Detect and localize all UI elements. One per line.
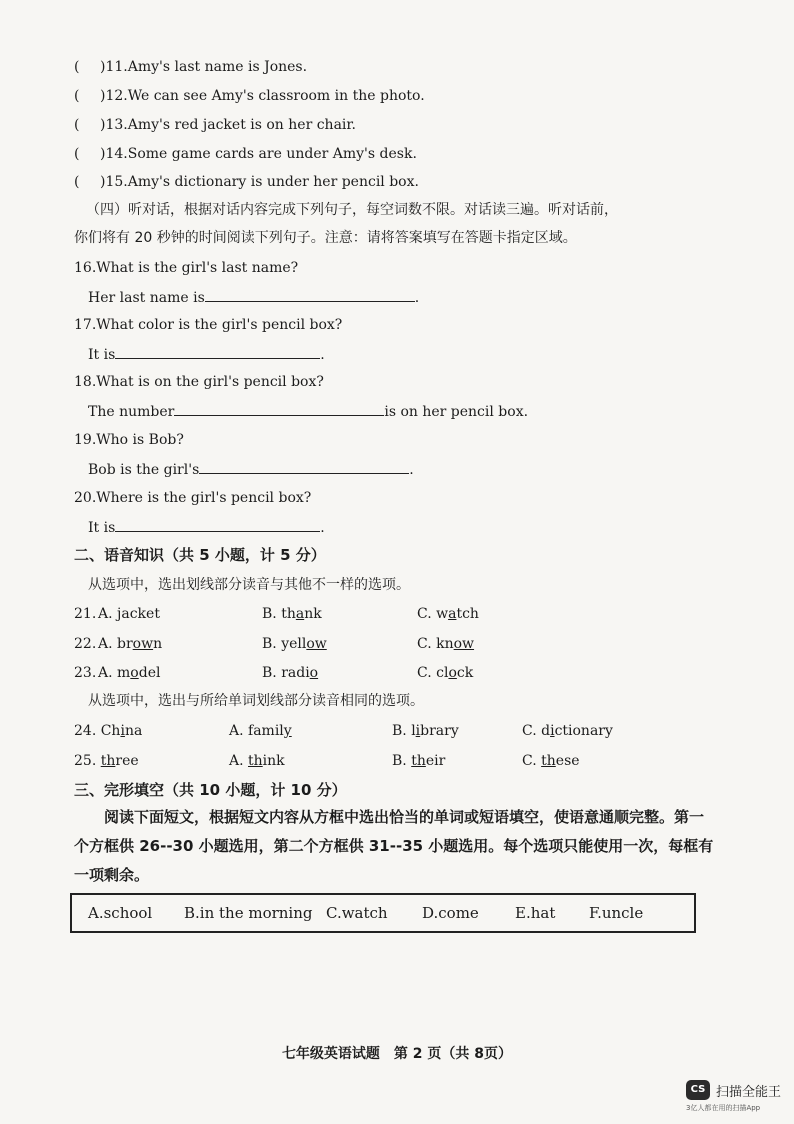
camscanner-logo-icon: CS <box>686 1080 710 1100</box>
phonics-number-21: 21. <box>74 606 97 622</box>
phonics-21-option-a[interactable]: A. jacket <box>98 606 160 622</box>
question-20: 20.Where is the girl's pencil box? <box>74 490 312 506</box>
answer-line-17: It is . <box>88 344 325 365</box>
answer-line-20: It is . <box>88 517 325 538</box>
word-bank-box <box>70 893 696 933</box>
tf-item-15: ( )15.Amy's dictionary is under her pencil box. <box>74 174 419 190</box>
answer-blank-20[interactable] <box>115 517 320 532</box>
phonics-25-option-c[interactable]: C. these <box>522 753 580 769</box>
word-bank-option-e[interactable]: E.hat <box>515 904 556 922</box>
phonics-number-22: 22. <box>74 636 97 652</box>
word-bank-option-d[interactable]: D.come <box>422 904 479 922</box>
section4-instruction-line2: 你们将有 20 秒钟的时间阅读下列句子。注意：请将答案填写在答题卡指定区域。 <box>74 230 577 246</box>
part3-instructions: 阅读下面短文，根据短文内容从方框中选出恰当的单词或短语填空，使语意通顺完整。第一个方框供 26--30 小题选用，第二个方框供 31--35 小题选用。每个选项只能使用一次，每框有一项剩余。 <box>74 808 714 884</box>
phonics-22-option-c[interactable]: C. know <box>417 636 475 652</box>
part2-heading: 二、语音知识（共 5 小题，计 5 分） <box>74 546 326 564</box>
question-16: 16.What is the girl's last name? <box>74 260 299 276</box>
scanner-tagline: 3亿人都在用的扫描App <box>686 1104 761 1112</box>
word-bank-option-f[interactable]: F.uncle <box>589 904 644 922</box>
phonics-25-option-a[interactable]: A. think <box>229 753 285 769</box>
tf-item-12: ( )12.We can see Amy's classroom in the photo. <box>74 88 425 104</box>
answer-line-19: Bob is the girl's . <box>88 459 414 480</box>
answer-blank-19[interactable] <box>199 459 409 474</box>
word-bank-option-c[interactable]: C.watch <box>326 904 388 922</box>
phonics-22-option-b[interactable]: B. yellow <box>262 636 327 652</box>
phonics-25-option-b[interactable]: B. their <box>392 753 446 769</box>
phonics-25-word: 25. three <box>74 753 139 769</box>
word-bank-option-b[interactable]: B.in the morning <box>184 904 313 922</box>
part2-instruction-2: 从选项中，选出与所给单词划线部分读音相同的选项。 <box>88 693 424 709</box>
phonics-24-word: 24. China <box>74 723 143 739</box>
question-19: 19.Who is Bob? <box>74 432 184 448</box>
phonics-21-option-c[interactable]: C. watch <box>417 606 479 622</box>
tf-item-14: ( )14.Some game cards are under Amy's desk. <box>74 146 417 162</box>
tf-item-13: ( )13.Amy's red jacket is on her chair. <box>74 117 357 133</box>
scanner-app-name: 扫描全能王 <box>716 1085 782 1100</box>
answer-line-18: The number is on her pencil box. <box>88 401 528 422</box>
word-bank-option-a[interactable]: A.school <box>88 904 153 922</box>
phonics-23-option-b[interactable]: B. radio <box>262 665 319 681</box>
question-18: 18.What is on the girl's pencil box? <box>74 374 324 390</box>
scanner-watermark <box>686 1080 786 1114</box>
part2-instruction-1: 从选项中，选出划线部分读音与其他不一样的选项。 <box>88 577 410 593</box>
answer-blank-18[interactable] <box>174 401 384 416</box>
phonics-22-option-a[interactable]: A. brown <box>98 636 163 652</box>
page-footer: 七年级英语试题 第 2 页（共 8页） <box>281 1046 513 1062</box>
phonics-24-option-c[interactable]: C. dictionary <box>522 723 613 739</box>
phonics-21-option-b[interactable]: B. thank <box>262 606 322 622</box>
section4-instruction-line1: （四）听对话，根据对话内容完成下列句子，每空词数不限。对话读三遍。听对话前， <box>86 202 618 218</box>
answer-line-16: Her last name is . <box>88 287 419 308</box>
phonics-23-option-c[interactable]: C. clock <box>417 665 474 681</box>
tf-item-11: ( )11.Amy's last name is Jones. <box>74 59 308 75</box>
phonics-24-option-b[interactable]: B. library <box>392 723 459 739</box>
answer-blank-16[interactable] <box>205 287 415 302</box>
part3-heading: 三、完形填空（共 10 小题，计 10 分） <box>74 781 347 799</box>
question-17: 17.What color is the girl's pencil box? <box>74 317 343 333</box>
phonics-23-option-a[interactable]: A. model <box>98 665 161 681</box>
answer-blank-17[interactable] <box>115 344 320 359</box>
phonics-number-23: 23. <box>74 665 97 681</box>
phonics-24-option-a[interactable]: A. family <box>229 723 292 739</box>
